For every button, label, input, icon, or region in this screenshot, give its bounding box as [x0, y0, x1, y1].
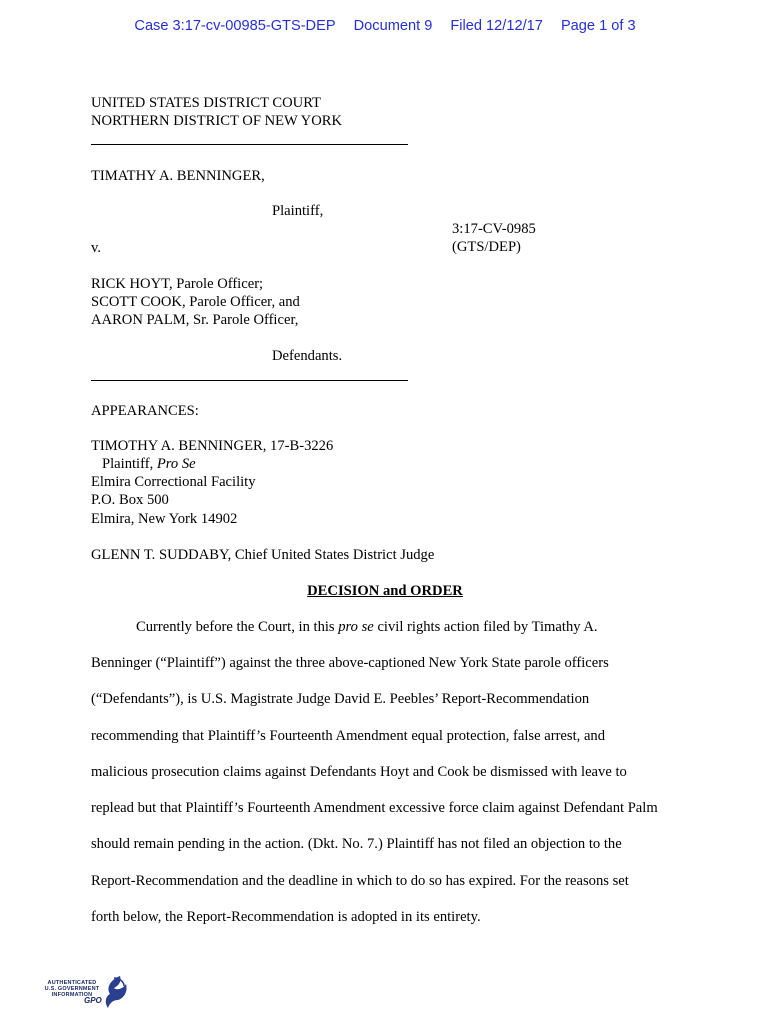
caption-rule-top	[91, 144, 408, 145]
gpo-logo-text: AUTHENTICATED U.S. GOVERNMENT INFORMATION	[44, 980, 100, 998]
judge-name: GLENN T. SUDDABY, Chief United States District Judge	[91, 547, 435, 563]
filed-date: Filed 12/12/17	[450, 18, 543, 34]
case-number-line2: (GTS/DEP)	[452, 239, 521, 255]
defendant-1: RICK HOYT, Parole Officer;	[91, 276, 264, 292]
decision-line-5: malicious prosecution claims against Defendants Hoyt and Cook be dismissed with leave to	[91, 764, 627, 780]
pro-se-inline: pro se	[338, 619, 374, 635]
decision-line-6: replead but that Plaintiff’s Fourteenth Amendment excessive force claim against Defendant Palm	[91, 800, 658, 816]
defendant-3: AARON PALM, Sr. Parole Officer,	[91, 312, 299, 328]
appearance-name: TIMOTHY A. BENNINGER, 17-B-3226	[91, 438, 334, 454]
appearance-city: Elmira, New York 14902	[91, 511, 238, 527]
decision-line-8: Report-Recommendation and the deadline in which to do so has expired. For the reasons set	[91, 873, 629, 889]
decision-line-9: forth below, the Report-Recommendation is adopted in its entirety.	[91, 909, 481, 925]
document-number: Document 9	[353, 18, 433, 34]
caption-rule-bottom	[91, 380, 408, 381]
case-number-line1: 3:17-CV-0985	[452, 221, 536, 237]
case-number: Case 3:17-cv-00985-GTS-DEP	[134, 18, 336, 34]
gpo-authentication-logo	[42, 972, 132, 1016]
plaintiff-role: Plaintiff,	[272, 203, 324, 219]
appearance-pobox: P.O. Box 500	[91, 492, 169, 508]
appearance-role: Plaintiff, Pro Se	[102, 456, 196, 472]
eagle-icon	[100, 974, 130, 1012]
decision-line-2: Benninger (“Plaintiff”) against the three above-captioned New York State parole officers	[91, 655, 609, 671]
page-number: Page 1 of 3	[560, 18, 636, 34]
decision-line-4: recommending that Plaintiff’s Fourteenth Amendment equal protection, false arrest, and	[91, 728, 606, 744]
decision-title: DECISION and ORDER	[307, 583, 463, 599]
appearances-heading: APPEARANCES:	[91, 403, 199, 419]
case-header	[0, 18, 770, 34]
appearance-facility: Elmira Correctional Facility	[91, 474, 256, 490]
decision-line-1: Currently before the Court, in this pro se civil rights action filed by Timathy A.	[136, 619, 598, 635]
decision-line-3: (“Defendants”), is U.S. Magistrate Judge David E. Peebles’ Report-Recommendation	[91, 691, 590, 707]
court-district: NORTHERN DISTRICT OF NEW YORK	[91, 113, 343, 129]
defendant-2: SCOTT COOK, Parole Officer, and	[91, 294, 300, 310]
defendants-role: Defendants.	[272, 348, 343, 364]
decision-line-7: should remain pending in the action. (Dkt. No. 7.) Plaintiff has not filed an objection to the	[91, 836, 622, 852]
pro-se: Pro Se	[156, 456, 196, 472]
plaintiff-name: TIMATHY A. BENNINGER,	[91, 168, 265, 184]
court-name: UNITED STATES DISTRICT COURT	[91, 95, 321, 111]
gpo-mark: GPO	[84, 996, 102, 1005]
versus: v.	[91, 240, 101, 256]
